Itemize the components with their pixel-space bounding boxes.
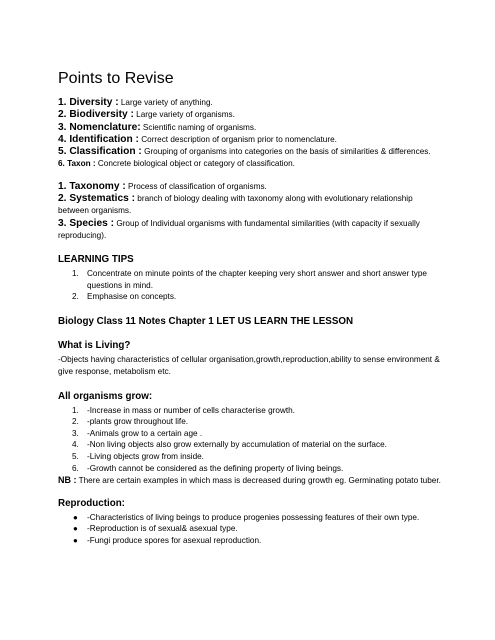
list-item: 1. Concentrate on minute points of the chapter keeping very short answer and short answer type questions in mind. (72, 269, 427, 290)
reproduction-heading: Reproduction: (58, 497, 125, 509)
definition-identification: 4. Identification : Correct description of organism prior to nomenclature. (58, 133, 337, 145)
chapter-heading: Biology Class 11 Notes Chapter 1 LET US LEARN THE LESSON (58, 316, 354, 328)
nb-note: NB : There are certain examples in which mass is decreased during growth eg. Germinating potato tuber. (58, 475, 441, 486)
bullet-icon: ● (73, 524, 78, 534)
all-organisms-grow-heading: All organisms grow: (58, 390, 153, 402)
definition-nomenclature: 3. Nomenclature: Scientific naming of organisms. (58, 121, 257, 133)
definition-classification: 5. Classification : Grouping of organisms into categories on the basis of similarities & differences. (58, 146, 431, 158)
bullet-icon: ● (73, 535, 78, 545)
document-page (58, 70, 443, 546)
definitions-list-1 (58, 97, 443, 171)
list-item: 2. -plants grow throughout life. (72, 417, 189, 427)
list-item: ● -Characteristics of living beings to produce progenies possessing features of their own type. (73, 512, 420, 522)
learning-tips-heading: LEARNING TIPS (58, 254, 134, 266)
growth-list (58, 405, 443, 475)
what-is-living-heading: What is Living? (58, 340, 131, 352)
list-item: 3. -Animals grow to a certain age . (72, 428, 203, 438)
list-item: 4. -Non living objects also grow externally by accumulation of material on the surface. (72, 440, 387, 450)
definition-systematics: 2. Systematics : branch of biology dealing with taxonomy along with evolutionary relationship between organisms. (58, 193, 413, 216)
definition-diversity: 1. Diversity : Large variety of anything. (58, 97, 213, 108)
bullet-icon: ● (73, 512, 78, 522)
definition-biodiversity: 2. Biodiversity : Large variety of organisms. (58, 109, 235, 121)
list-item: 1. -Increase in mass or number of cells characterise growth. (72, 405, 295, 415)
list-item: 2. Emphasise on concepts. (72, 292, 177, 302)
list-item: 5. -Living objects grow from inside. (72, 452, 204, 462)
list-item: ● -Fungi produce spores for asexual reproduction. (73, 535, 262, 545)
definitions-list-2 (58, 181, 443, 242)
what-is-living-text: -Objects having characteristics of cellular organisation,growth,reproduction,ability to sense environment & give response, metabolism etc. (58, 355, 440, 377)
learning-tips-list (58, 268, 443, 303)
list-item: 6. -Growth cannot be considered as the defining property of living beings. (72, 463, 344, 473)
definition-species: 3. Species : Group of Individual organisms with fundamental similarities (with capacity if sexually reproducing). (58, 217, 420, 240)
page-title: Points to Revise (58, 70, 174, 87)
reproduction-list (58, 512, 443, 547)
list-item: ● -Reproduction is of sexual& asexual type. (73, 524, 238, 534)
definition-taxon: 6. Taxon : Concrete biological object or category of classification. (58, 159, 295, 169)
definition-taxonomy: 1. Taxonomy : Process of classification of organisms. (58, 180, 267, 192)
